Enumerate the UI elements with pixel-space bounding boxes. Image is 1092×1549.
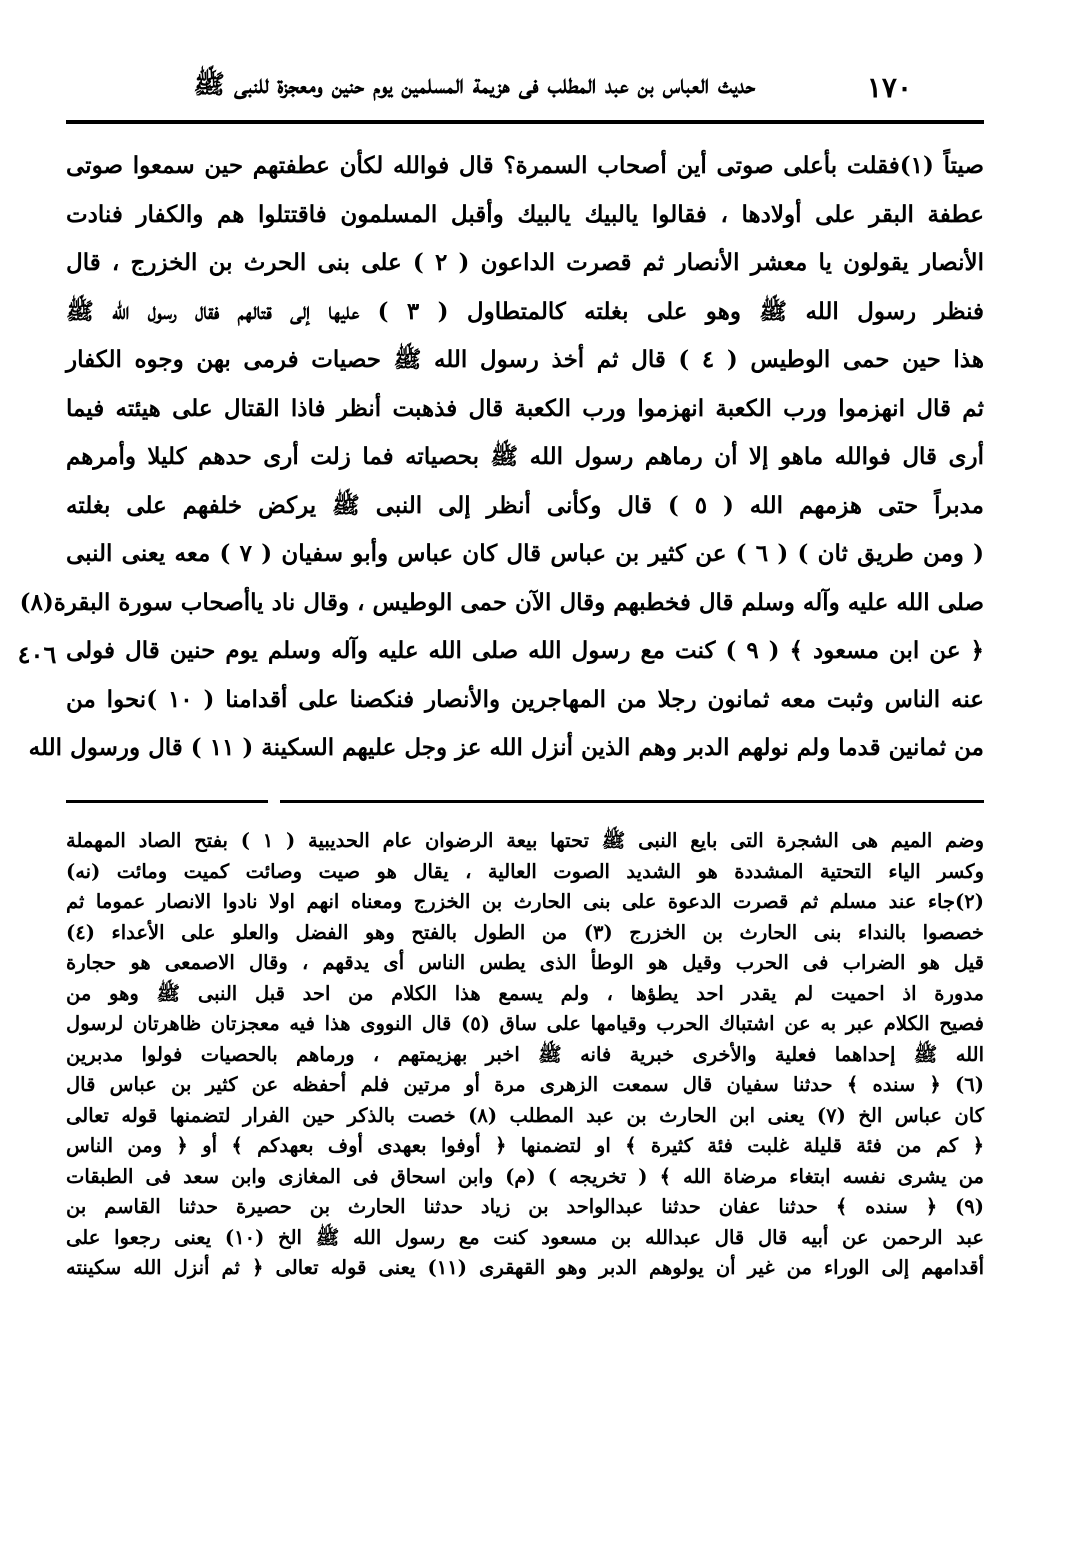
footnote-line: مدورة اذ احميت لم يقدر احد يطؤها ، ولم يسمع هذا الكلام من احد قبل النبى ﷺ وهو من (66, 981, 984, 1005)
main-text-line: ثم قال انهزموا ورب الكعبة انهزموا ورب الكعبة قال فذهبت أنظر فاذا القتال على هيئته فيما (66, 394, 984, 422)
footnote-line: عبد الرحمن عن أبيه قال قال عبدالله بن مسعود كنت مع رسول الله ﷺ الخ (١٠) يعنى رجعوا على (66, 1225, 985, 1249)
footnote-line: كان عباس الخ (٧) يعنى ابن الحارث بن عبد المطلب (٨) خصت بالذكر حين الفرار لتضمنها قوله تعالى (66, 1103, 984, 1127)
main-text-line: مدبراً حتى هزمهم الله ( ٥ ) قال وكأنى أنظر إلى النبى ﷺ يركض خلفهم على بغلته (66, 491, 985, 519)
main-text-line: ﴿ عن ابن مسعود ﴾ ( ٩ ) كنت مع رسول الله صلى الله عليه وآله وسلم يوم حنين قال فولى (66, 637, 984, 664)
page-number: ١٧٠ (866, 70, 912, 104)
footnote-line: خصصوا بالنداء بنى الحارث بن الخزرج (٣) من الطول بالفتح وهو الفضل والعلو على الأعداء (٤) (66, 920, 984, 944)
page-header (70, 54, 990, 120)
footnote-line: الله ﷺ إحداهما فعلية والأخرى خبرية فانه ﷺ اخبر بهزيمتهم ، ورماهم بالحصيات فولوا مدبرين (66, 1042, 984, 1066)
footnote-line: ﴿ كم من فئة قليلة غلبت فئة كثيرة ﴾ او لتضمنها ﴿ أوفوا بعهدى أوف بعهدكم ﴾ أو ﴿ ومن الناس (66, 1134, 984, 1157)
footnote-line: (٦) ﴿ سنده ﴾ حدثنا سفيان قال سمعت الزهرى مرة أو مرتين فلم أحفظه عن كثير بن عباس قال (66, 1073, 984, 1096)
header-rule (66, 120, 984, 124)
footnote-line: وضم الميم هى الشجرة التى بايع النبى ﷺ تحتها بيعة الرضوان عام الحديبية ( ١ ) بفتح الصاد المهملة (66, 829, 985, 852)
footnote-line: فصيح الكلام عبر به عن اشتباك الحرب وقيامها على ساق (٥) قال النووى هذا فيه معجزتان ظاهرتان لرسول (66, 1012, 985, 1035)
footnote-line: وكسر الياء التحتية المشددة هو الشديد الصوت العالية ، يقال هو صيت وصائت كميت ومائت (نه) (66, 859, 984, 883)
running-title: حديث العباس بن عبد المطلب فى هزيمة المسلمين يوم حنين ومعجزة للنبى ﷺ (193, 70, 756, 100)
main-text-line: ( ومن طريق ثان ) ( ٦ ) عن كثير بن عباس قال كان عباس وأبو سفيان ( ٧ ) معه يعنى النبى (66, 540, 984, 567)
footnotes (66, 826, 984, 1284)
hadith-margin-number: ٤٠٦ (17, 640, 57, 669)
main-text-line: عطفة البقر على أولادها ، فقالوا يالبيك يالبيك وأقبل المسلمون فاقتتلوا هم والكفار فنادت (66, 200, 984, 228)
main-text-line: الأنصار يقولون يا معشر الأنصار ثم قصرت الداعون ( ٢ ) على بنى الحرث بن الخزرج ، قال (66, 249, 984, 276)
main-text-line: هذا حين حمى الوطيس ( ٤ ) قال ثم أخذ رسول الله ﷺ حصيات فرمى بهن وجوه الكفار (66, 346, 984, 373)
main-text-line: من ثمانين قدما ولم نولهم الدبر وهم الذين أنزل الله عز وجل عليهم السكينة ( ١١ ) قال ورسول الله (28, 734, 984, 761)
separator-gap (268, 799, 280, 805)
main-text-line: صلى الله عليه وآله وسلم قال فخطبهم وقال الآن حمى الوطيس ، وقال ناد ياأصحاب سورة البقرة(٨) (19, 588, 984, 616)
footnote-line: أقدامهم إلى الوراء من غير أن يولوهم الدبر وهو القهقرى (١١) يعنى قوله تعالى ﴿ ثم أنزل الله سكينته (66, 1256, 985, 1279)
main-text-line: أرى قال فوالله ماهو إلا أن رماهم رسول الله ﷺ بحصياته فما زلت أرى حدهم كليلا وأمرهم (66, 443, 984, 470)
footnote-separator (66, 800, 984, 803)
main-text-line: عنه الناس وثبت معه ثمانون رجلا من المهاجرين والأنصار فنكصنا على أقدامنا ( ١٠ )نحوا من (66, 685, 984, 713)
footnote-line: (٩) ﴿ سنده ﴾ حدثنا عفان حدثنا عبدالواحد بن زياد حدثنا الحارث بن حصيرة حدثنا القاسم بن (66, 1195, 984, 1218)
footnote-line: قيل هو الضراب فى الحرب وقيل هو الوطأ الذى يطس الناس أى يدقهم ، وقال الاصمعى هو حجارة (66, 951, 984, 974)
footnote-line: (٢)جاء عند مسلم ثم قصرت الدعوة على بنى الحارث بن الخزرج ومعناه انهم اولا نادوا الانصار عموما ثم (66, 890, 984, 913)
main-text-line: فنظر رسول الله ﷺ وهو على بغلته كالمتطاول ( ٣ ) عليها إلى قتالهم فقال رسول الله ﷺ (66, 297, 985, 325)
footnote-line: من يشرى نفسه ابتغاء مرضاة الله ﴾ ( تخريجه ) (م) وابن اسحاق فى المغازى وابن سعد فى الطبقات (66, 1164, 984, 1188)
main-text-line: صيتاً (١)فقلت بأعلى صوتى أين أصحاب السمرة؟ قال فوالله لكأن عطفتهم حين سمعوا صوتى (66, 152, 984, 179)
